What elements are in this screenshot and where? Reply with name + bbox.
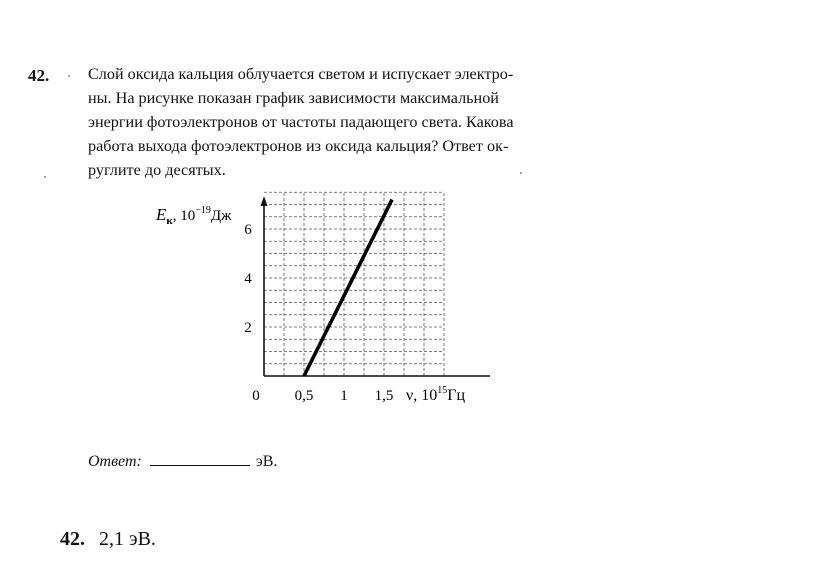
problem-number: 42. [28, 66, 50, 85]
y-axis-arrow [261, 196, 268, 206]
answer-blank[interactable] [150, 451, 250, 466]
scan-speck [520, 172, 522, 174]
problem-text [88, 62, 588, 182]
y-tick-label: 6 [244, 222, 252, 238]
y-tick-label: 2 [244, 320, 252, 336]
solution [60, 528, 156, 551]
solution-text: 2,1 эВ. [99, 528, 156, 550]
x-axis-label: ν, $10^{15}Гц$ [406, 385, 466, 404]
chart-grid [264, 192, 444, 376]
scan-speck [44, 176, 46, 178]
answer-line [88, 451, 277, 471]
answer-unit: эВ. [255, 453, 278, 470]
scan-speck [68, 75, 70, 77]
problem-line-3: энергии фотоэлектронов от частоты падающего света. Какова [88, 113, 514, 131]
energy-frequency-line [304, 200, 392, 376]
chart-axes [261, 196, 491, 376]
origin-label: 0 [252, 388, 260, 404]
answer-label: Ответ: [88, 453, 142, 470]
solution-number: 42. [60, 528, 85, 550]
x-tick-label: 1,5 [374, 388, 394, 404]
problem-line-5: руглите до десятых. [88, 161, 226, 179]
problem-line-4: работа выхода фотоэлектронов из оксида кальция? Ответ ок- [88, 137, 509, 155]
x-tick-label: 0,5 [294, 388, 314, 404]
y-axis-label: $E_к$, $10^{-19}Дж$ [156, 205, 232, 227]
energy-frequency-chart [150, 190, 530, 420]
problem-line-2: ны. На рисунке показан график зависимости максимальной [88, 89, 499, 107]
y-tick-label: 4 [244, 271, 252, 287]
x-tick-label: 1 [340, 388, 348, 404]
problem-line-1: Слой оксида кальция облучается светом и испускает электро- [88, 65, 514, 83]
